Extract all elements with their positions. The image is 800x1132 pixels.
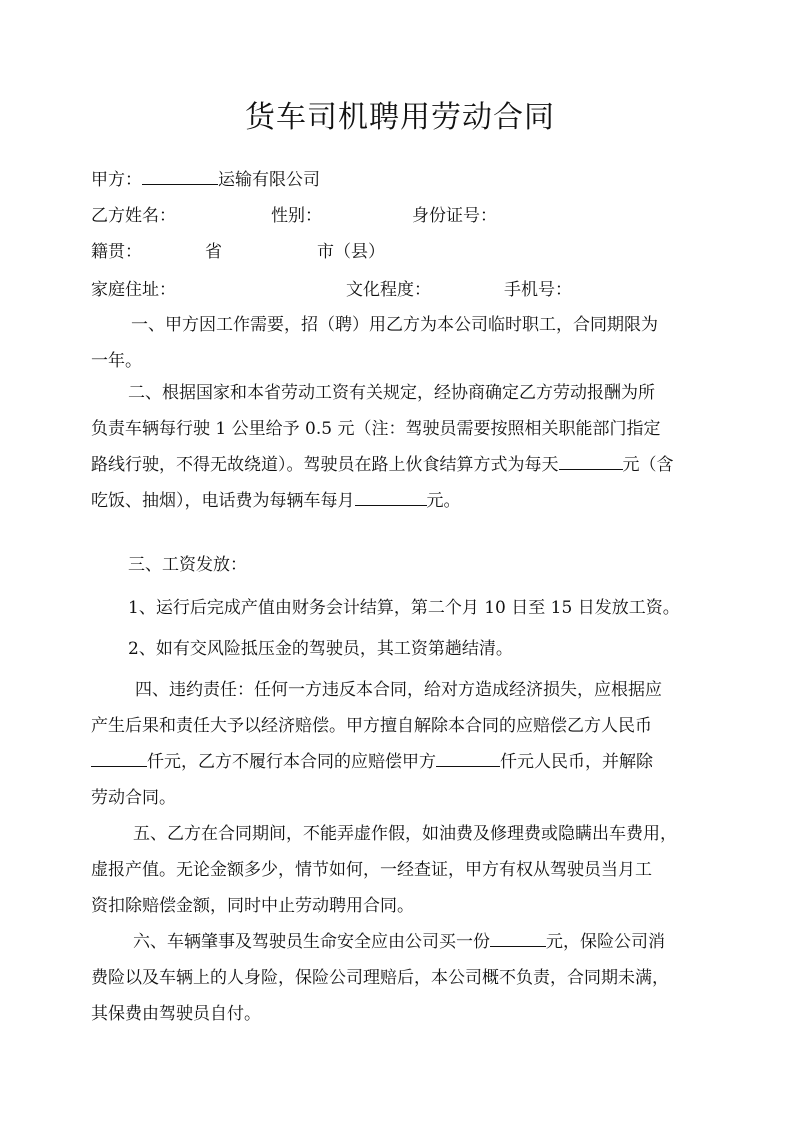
party-a-penalty-blank[interactable]: [91, 748, 147, 767]
clause-1-row-2: 一年。: [91, 351, 142, 371]
clause-4-row-4: 劳动合同。: [91, 788, 176, 808]
province-field: [205, 240, 222, 264]
party-a-line: [91, 166, 320, 192]
clause-3-heading: 三、工资发放：: [128, 555, 247, 575]
party-a-blank[interactable]: [142, 166, 218, 185]
city-field: [317, 240, 385, 264]
id-field: [412, 204, 497, 228]
clause-5-row-2: 虚报产值。无论金额多少，情节如何，一经查证，甲方有权从驾驶员当月工: [91, 860, 652, 880]
education-label: 文化程度：: [346, 280, 431, 300]
party-b-penalty-blank[interactable]: [436, 748, 500, 767]
clause-4: [91, 672, 721, 816]
party-b-name-label: 乙方姓名：: [91, 206, 176, 226]
phone-field: [504, 278, 572, 302]
clause-4-row-1: 四、违约责任：任何一方违反本合同，给对方造成经济损失，应根据应: [135, 680, 662, 700]
clause-2-row-2: 负责车辆每行驶 1 公里给予 0.5 元（注：驾驶员需要按照相关职能部门指定: [91, 419, 661, 439]
gender-field: [271, 204, 322, 228]
phone-fee-blank[interactable]: [355, 487, 427, 506]
clause-6-row-1: 六、车辆肇事及驾驶员生命安全应由公司买一份 元，保险公司消: [91, 924, 721, 960]
clause-4-row-3: 仟元，乙方不履行本合同的应赔偿甲方 仟元人民币，并解除: [91, 744, 721, 780]
clause-2-row-3: 路线行驶，不得无故绕道）。驾驶员在路上伙食结算方式为每天 元（含: [91, 447, 721, 483]
clause-2: [91, 375, 721, 519]
city-label: 市（县）: [317, 242, 385, 262]
party-a-label: 甲方：: [91, 170, 142, 190]
clause-4-row-2: 产生后果和责任大予以经济赔偿。甲方擅自解除本合同的应赔偿乙方人民币: [91, 716, 652, 736]
clause-5-row-3: 资扣除赔偿金额，同时中止劳动聘用合同。: [91, 896, 414, 916]
province-label: 省: [205, 242, 222, 262]
clause-3-item-1: 1、运行后完成产值由财务会计结算，第二个月 10 日至 15 日发放工资。: [128, 598, 680, 618]
clause-1: [91, 307, 721, 379]
clause-3: [91, 547, 721, 583]
document-title: 货车司机聘用劳动合同: [245, 100, 555, 135]
clause-5: [91, 816, 721, 924]
address-label: 家庭住址：: [91, 280, 176, 300]
meal-allowance-blank[interactable]: [559, 451, 623, 470]
clause-3-item-2: 2、如有交风险抵压金的驾驶员，其工资第趟结清。: [128, 639, 513, 659]
native-line: [91, 240, 142, 264]
clause-6: [91, 924, 721, 1032]
clause-1-row-1: 一、甲方因工作需要，招（聘）用乙方为本公司临时职工，合同期限为: [131, 315, 658, 335]
party-b-line: [91, 204, 176, 228]
address-line: [91, 278, 176, 302]
clause-2-row-4: 吃饭、抽烟），电话费为每辆车每月 元。: [91, 483, 721, 519]
clause-5-row-1: 五、乙方在合同期间，不能弄虚作假，如油费及修理费或隐瞒出车费用，: [133, 824, 677, 844]
clause-6-row-3: 其保费由驾驶员自付。: [91, 1004, 261, 1024]
clause-2-row-1: 二、根据国家和本省劳动工资有关规定，经协商确定乙方劳动报酬为所: [128, 383, 655, 403]
education-field: [346, 278, 431, 302]
clause-6-row-2: 费险以及车辆上的人身险，保险公司理赔后，本公司概不负责，合同期未满，: [91, 968, 669, 988]
gender-label: 性别：: [271, 206, 322, 226]
id-label: 身份证号：: [412, 206, 497, 226]
phone-label: 手机号：: [504, 280, 572, 300]
native-label: 籍贯：: [91, 242, 142, 262]
insurance-blank[interactable]: [490, 928, 546, 947]
party-a-suffix: 运输有限公司: [218, 170, 320, 190]
